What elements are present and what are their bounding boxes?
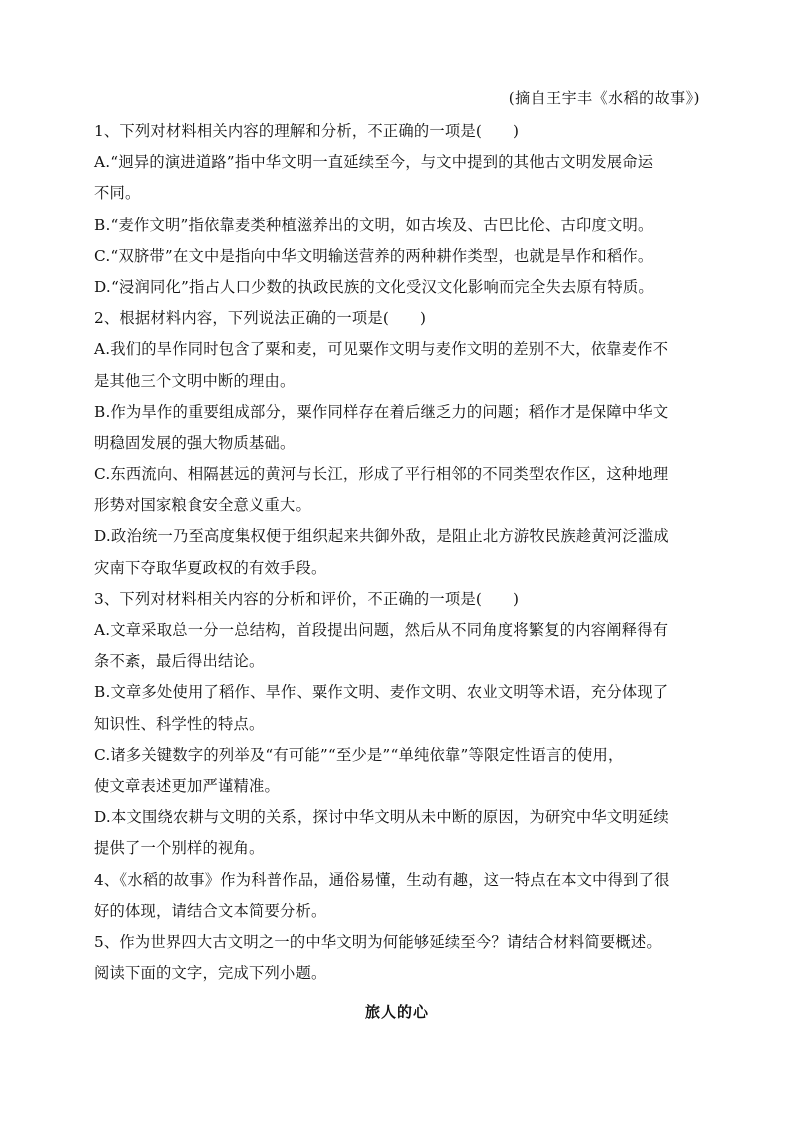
passage-title: 旅人的心 xyxy=(364,1003,429,1022)
text-line: 1、下列对材料相关内容的理解和分析，不正确的一项是( ) xyxy=(94,122,520,140)
text-line: B.“麦作文明”指依靠麦类种植滋养出的文明，如古埃及、古巴比伦、古印度文明。 xyxy=(94,215,654,234)
source-citation: (摘自王宇丰《水稻的故事》) xyxy=(508,89,700,107)
text-line: B.作为旱作的重要组成部分，粟作同样存在着后继乏力的问题；稻作才是保障中华文 xyxy=(94,402,669,421)
text-line: D.“浸润同化”指占人口少数的执政民族的文化受汉文化影响而完全失去原有特质。 xyxy=(94,277,654,296)
text-line: 明稳固发展的强大物质基础。 xyxy=(94,433,296,452)
question-text-block xyxy=(94,116,700,989)
text-line: D.政治统一乃至高度集权便于组织起来共御外敌，是阻止北方游牧民族趁黄河泛滥成 xyxy=(94,527,669,546)
text-line: 使文章表述更加严谨精准。 xyxy=(94,776,280,795)
text-line: 形势对国家粮食安全意义重大。 xyxy=(94,496,311,515)
text-line: 条不紊，最后得出结论。 xyxy=(94,652,265,671)
text-line: 阅读下面的文字，完成下列小题。 xyxy=(94,964,327,983)
text-line: B.文章多处使用了稻作、旱作、粟作文明、麦作文明、农业文明等术语，充分体现了 xyxy=(94,683,669,702)
text-line: 灾南下夺取华夏政权的有效手段。 xyxy=(94,558,327,577)
text-line: 提供了一个别样的视角。 xyxy=(94,839,265,858)
text-line: 5、作为世界四大古文明之一的中华文明为何能够延续至今？请结合材料简要概述。 xyxy=(94,932,662,951)
text-line: C.诸多关键数字的列举及“有可能”“至少是”“单纯依靠”等限定性语言的使用， xyxy=(94,745,624,764)
text-line: 知识性、科学性的特点。 xyxy=(94,714,265,733)
text-line: C.“双脐带”在文中是指向中华文明输送营养的两种耕作类型，也就是旱作和稻作。 xyxy=(94,246,654,265)
text-line: 不同。 xyxy=(94,184,141,203)
text-line: A.我们的旱作同时包含了粟和麦，可见粟作文明与麦作文明的差别不大，依靠麦作不 xyxy=(94,340,669,359)
text-line: 4、《水稻的故事》作为科普作品，通俗易懂，生动有趣，这一特点在本文中得到了很 xyxy=(94,870,670,889)
text-line: D.本文围绕农耕与文明的关系，探讨中华文明从未中断的原因，为研究中华文明延续 xyxy=(94,808,669,827)
text-line: 3、下列对材料相关内容的分析和评价，不正确的一项是( ) xyxy=(94,589,520,608)
text-line: 是其他三个文明中断的理由。 xyxy=(94,371,296,390)
text-line: 好的体现，请结合文本简要分析。 xyxy=(94,901,327,920)
text-line: A.文章采取总一分一总结构，首段提出问题，然后从不同角度将繁复的内容阐释得有 xyxy=(94,621,669,639)
text-line: 2、根据材料内容，下列说法正确的一项是( ) xyxy=(94,309,427,328)
document-page xyxy=(94,88,700,1022)
text-line: C.东西流向、相隔甚远的黄河与长江，形成了平行相邻的不同类型农作区，这种地理 xyxy=(94,465,669,484)
text-line: A.“迥异的演进道路”指中华文明一直延续至今，与文中提到的其他古文明发展命运 xyxy=(94,153,654,172)
